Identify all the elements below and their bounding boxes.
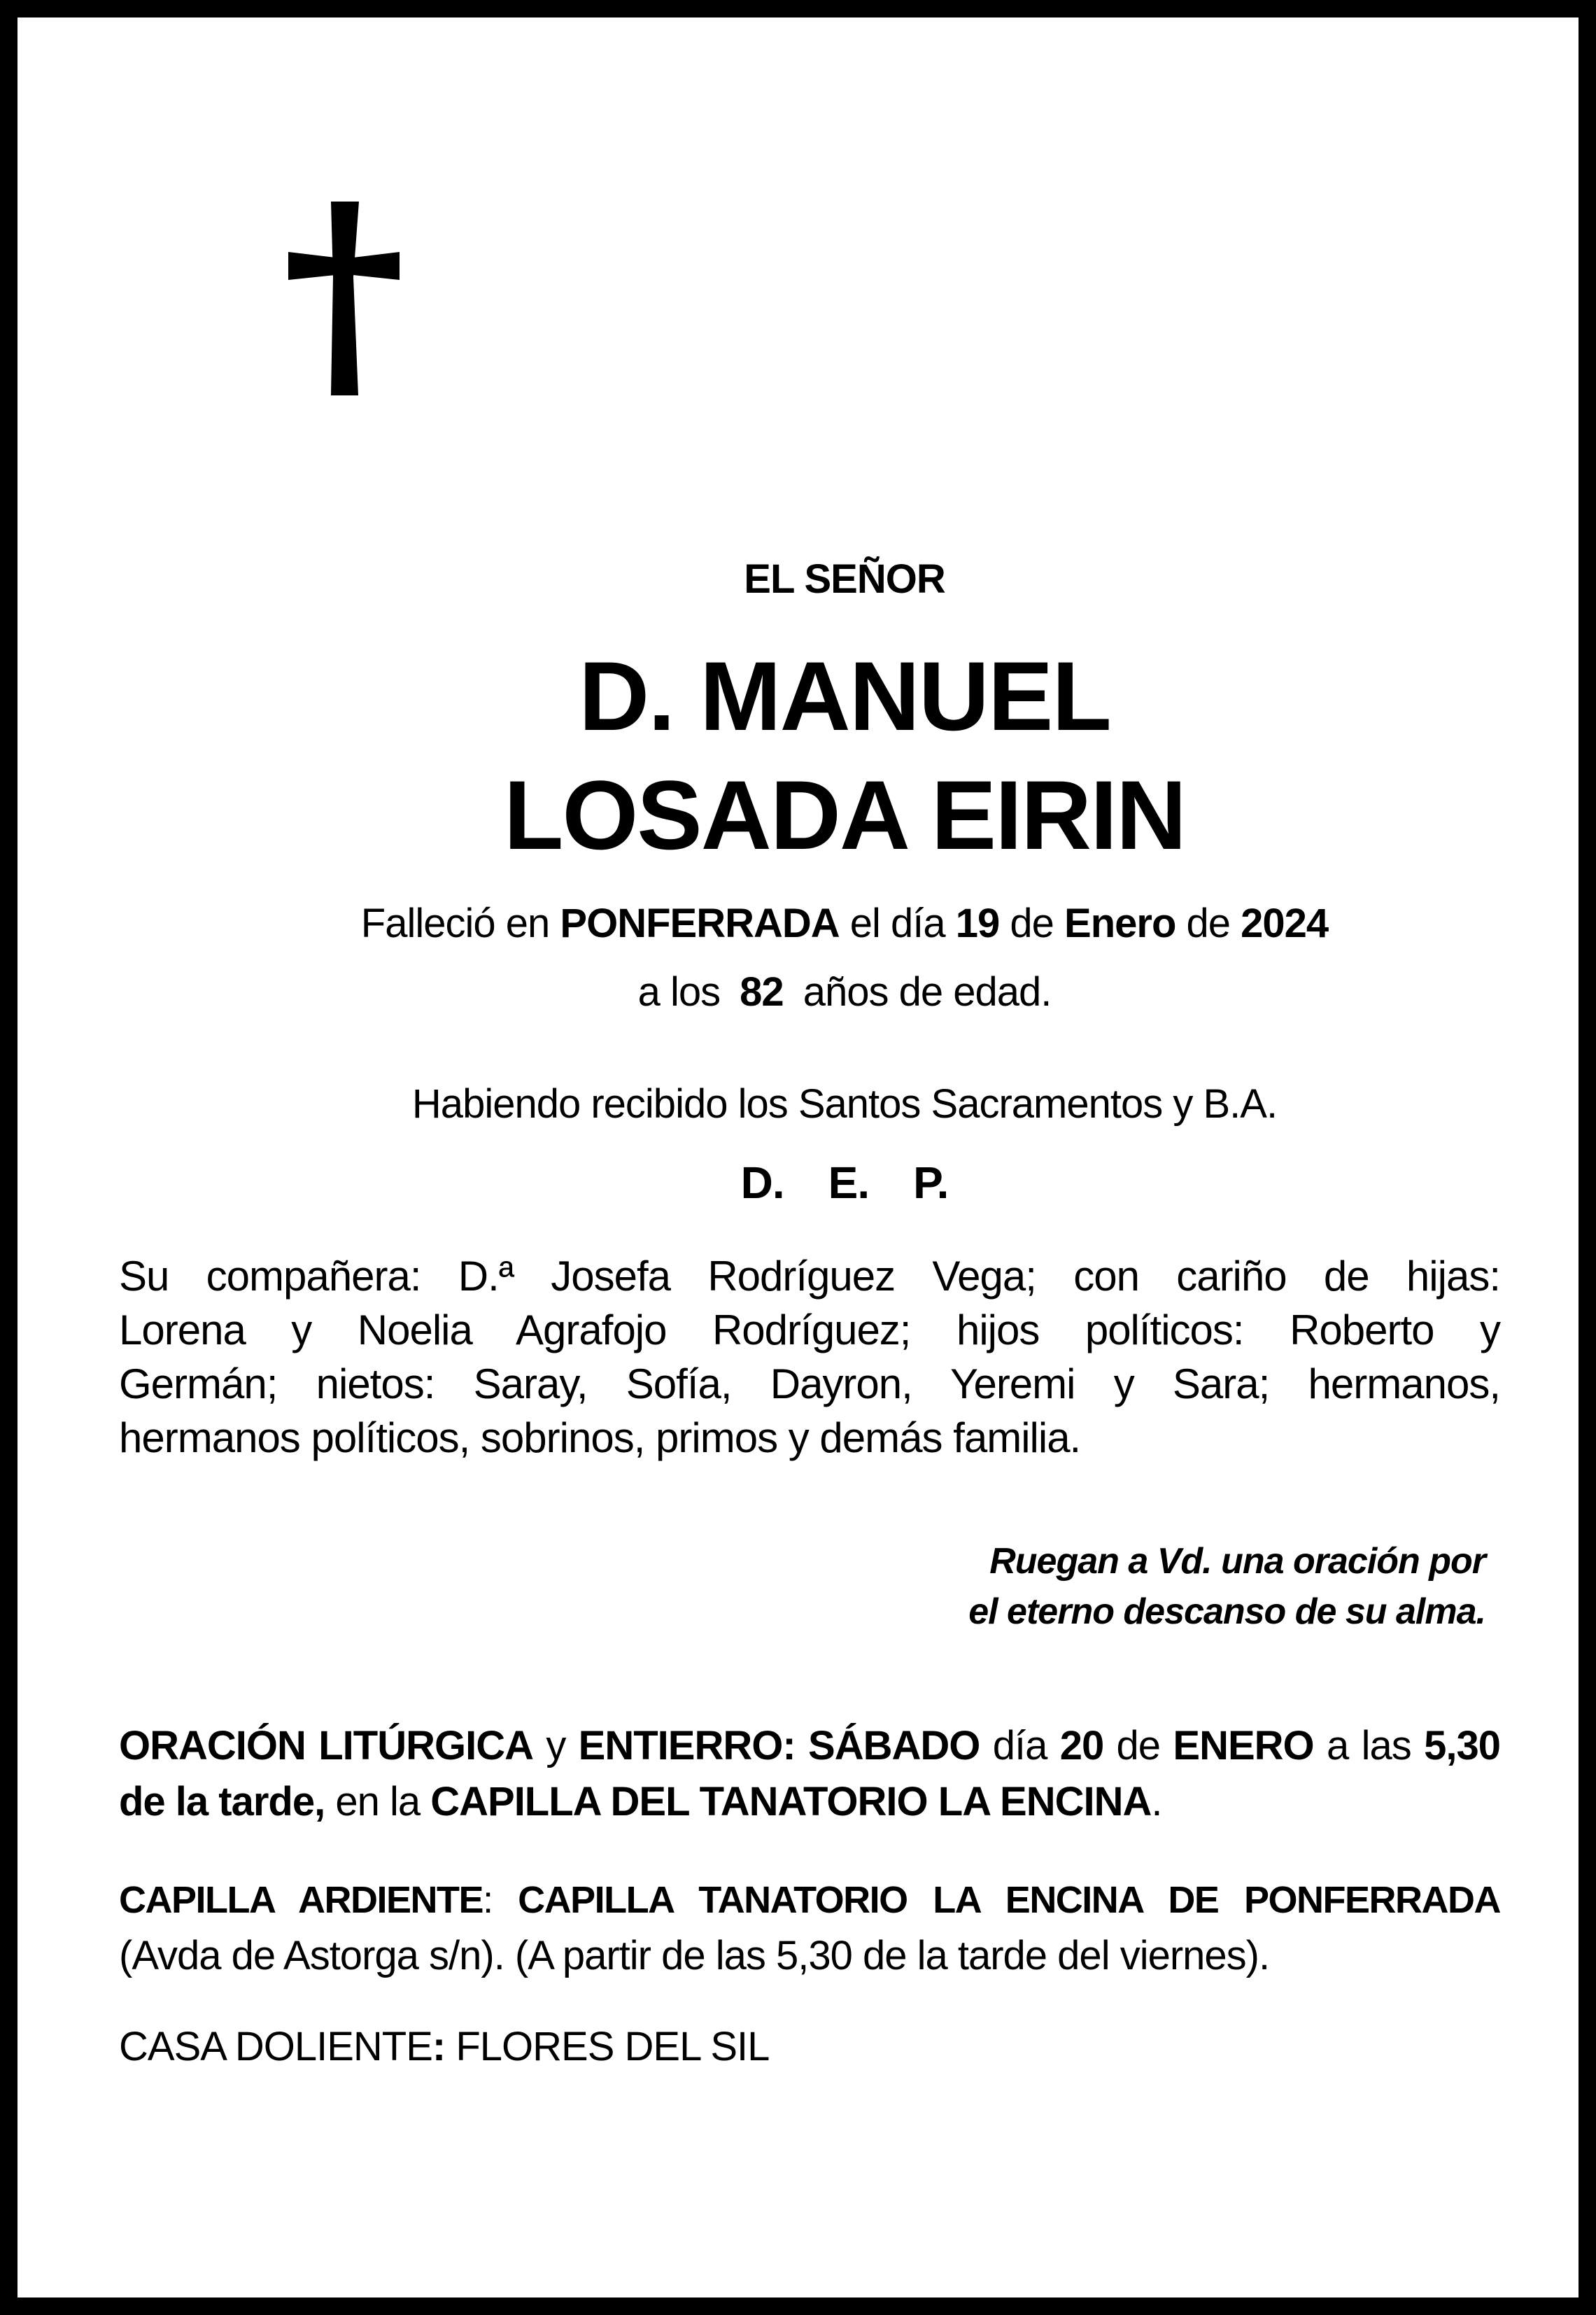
funeral-service-block [119, 1718, 1500, 1830]
family-line-4: hermanos políticos, sobrinos, primos y demás familia. [119, 1414, 1081, 1461]
chapel-block [119, 1872, 1500, 1984]
deceased-name-line2: LOSADA EIRIN [503, 760, 1186, 870]
deceased-name-line1: D. MANUEL [579, 641, 1110, 751]
family-line-2: Lorena y Noelia Agrafojo Rodríguez; hijos políticos: Roberto y [119, 1307, 1500, 1353]
paper-sheet [17, 17, 1579, 2298]
age-line: a los 82 años de edad. [637, 969, 1052, 1015]
funeral-line-1: ORACIÓN LITÚRGICA y ENTIERRO: SÁBADO día 20 de ENERO a las 5,30 [119, 1723, 1500, 1768]
mourning-home-line: CASA DOLIENTE: FLORES DEL SIL [119, 2024, 770, 2069]
salutation-title: EL SEÑOR [744, 556, 945, 602]
chapel-line-2: (Avda de Astorga s/n). (A partir de las 5,30 de la tarde del viernes). [119, 1933, 1270, 1978]
prayer-request [119, 1536, 1500, 1637]
death-place-date-line: Falleció en PONFERRADA el día 19 de Enero de 2024 [360, 901, 1329, 946]
family-line-1: Su compañera: D.ª Josefa Rodríguez Vega; con cariño de hijas: [119, 1253, 1500, 1300]
family-paragraph [119, 1249, 1500, 1465]
chapel-line-1: CAPILLA ARDIENTE: CAPILLA TANATORIO LA ENCINA DE PONFERRADA [119, 1879, 1500, 1921]
prayer-line-2: el eterno descanso de su alma. [968, 1591, 1485, 1632]
prayer-line-1: Ruegan a Vd. una oración por [989, 1541, 1485, 1582]
rip-abbreviation: D. E. P. [740, 1158, 949, 1208]
latin-cross-icon [288, 202, 400, 396]
family-line-3: Germán; nietos: Saray, Sofía, Dayron, Yeremi y Sara; hermanos, [119, 1360, 1500, 1407]
sacraments-line: Habiendo recibido los Santos Sacramentos y B.A. [411, 1081, 1278, 1127]
funeral-line-2: de la tarde, en la CAPILLA DEL TANATORIO LA ENCINA. [119, 1779, 1162, 1824]
